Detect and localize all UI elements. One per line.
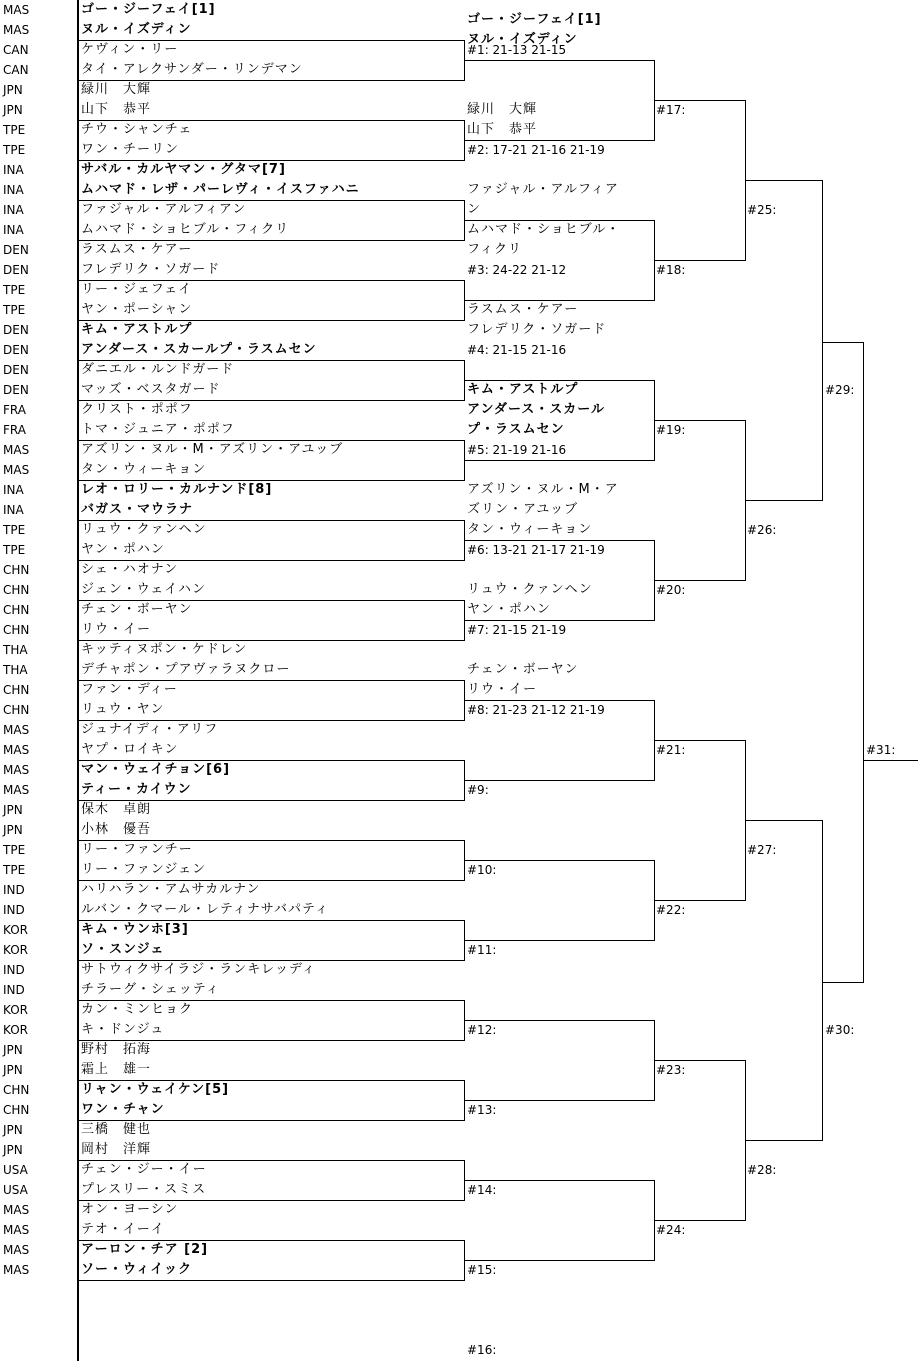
player-name: ソ・スンジェ xyxy=(81,942,165,957)
match-label: #25: xyxy=(747,203,777,217)
player-country: USA xyxy=(3,1183,28,1197)
player-name: キッティヌポン・ケドレン xyxy=(81,642,248,657)
bracket-line xyxy=(654,580,745,581)
player-name: チェン・ボーヤン xyxy=(81,602,193,617)
player-name: 保木 卓朗 xyxy=(81,802,152,817)
player-name: サバル・カルヤマン・グタマ[7] xyxy=(81,162,286,177)
advancing-player: フレデリク・ソガード xyxy=(467,322,607,337)
player-name: マッズ・ベスタガード xyxy=(81,382,221,397)
player-name: シェ・ハオナン xyxy=(81,562,179,577)
bracket-line xyxy=(863,760,918,761)
player-name: リー・ジェフェイ xyxy=(81,282,193,297)
bracket-line xyxy=(78,40,464,41)
player-name: 三橋 健也 xyxy=(81,1122,152,1137)
player-country: JPN xyxy=(3,83,23,97)
player-name: レオ・ロリー・カルナンド[8] xyxy=(81,482,273,497)
bracket-line xyxy=(464,300,654,301)
player-country: JPN xyxy=(3,803,23,817)
bracket-line xyxy=(464,1100,654,1101)
bracket-line xyxy=(78,1080,464,1081)
advancing-player: ズリン・アユッブ xyxy=(467,502,579,517)
player-country: INA xyxy=(3,203,24,217)
advancing-player: フィクリ xyxy=(467,242,522,257)
bracket-line xyxy=(464,380,654,381)
match-label: #19: xyxy=(656,423,686,437)
player-name: 岡村 洋輝 xyxy=(81,1142,152,1157)
match-label: #26: xyxy=(747,523,777,537)
bracket-line xyxy=(745,180,822,181)
player-name: ジェン・ウェイハン xyxy=(81,582,206,597)
player-country: JPN xyxy=(3,823,23,837)
bracket-line xyxy=(78,920,464,921)
player-country: DEN xyxy=(3,383,29,397)
bracket-line xyxy=(78,120,464,121)
player-country: INA xyxy=(3,183,24,197)
player-name: チラーグ・シェッティ xyxy=(81,982,220,997)
advancing-player: ゴー・ジーフェイ[1] xyxy=(467,12,602,27)
player-name: チェン・ジー・イー xyxy=(81,1162,207,1177)
bracket-line xyxy=(464,220,654,221)
player-country: JPN xyxy=(3,1143,23,1157)
player-country: DEN xyxy=(3,343,29,357)
player-country: MAS xyxy=(3,723,30,737)
player-name: ワン・チャン xyxy=(81,1102,165,1117)
player-country: TPE xyxy=(3,863,26,877)
match-label: #20: xyxy=(656,583,686,597)
bracket-line xyxy=(78,840,464,841)
player-country: THA xyxy=(3,643,28,657)
advancing-player: 山下 恭平 xyxy=(467,122,538,137)
bracket-line xyxy=(78,1200,464,1201)
player-country: CHN xyxy=(3,1103,30,1117)
player-country: MAS xyxy=(3,1203,30,1217)
match-label: #29: xyxy=(825,383,855,397)
player-country: KOR xyxy=(3,943,28,957)
player-name: デチャポン・プアヴァラヌクロー xyxy=(81,662,291,677)
bracket-line xyxy=(654,1220,745,1221)
bracket-line xyxy=(654,260,745,261)
bracket-line xyxy=(464,940,654,941)
player-name: クリスト・ポポフ xyxy=(81,402,193,417)
bracket-line xyxy=(654,420,745,421)
player-name: リー・ファンジェン xyxy=(81,862,207,877)
player-name: アーロン・チア [2] xyxy=(81,1242,209,1257)
advancing-player: リュウ・クァンヘン xyxy=(467,582,593,597)
match-label: #7: 21-15 21-19 xyxy=(467,623,567,637)
player-country: FRA xyxy=(3,423,26,437)
player-country: THA xyxy=(3,663,28,677)
player-name: ハリハラン・アムサカルナン xyxy=(81,882,261,897)
bracket-line xyxy=(78,1000,464,1001)
player-name: ヤン・ポーシャン xyxy=(81,302,193,317)
match-label: #4: 21-15 21-16 xyxy=(467,343,567,357)
bracket-line xyxy=(78,1120,464,1121)
player-country: KOR xyxy=(3,923,28,937)
player-name: テオ・イーイ xyxy=(81,1222,165,1237)
player-country: DEN xyxy=(3,323,29,337)
advancing-player: ファジャル・アルフィア xyxy=(467,182,619,197)
player-name: キム・アストルプ xyxy=(81,322,193,337)
match-label: #13: xyxy=(467,1103,497,1117)
player-country: INA xyxy=(3,483,24,497)
bracket-line xyxy=(78,560,464,561)
bracket-line xyxy=(78,280,464,281)
player-name: ファジャル・アルフィアン xyxy=(81,202,247,217)
player-country: TPE xyxy=(3,303,26,317)
player-name: ケヴィン・リー xyxy=(81,42,179,57)
player-name: リャン・ウェイケン[5] xyxy=(81,1082,230,1097)
match-label: #11: xyxy=(467,943,497,957)
bracket-line xyxy=(78,440,464,441)
bracket-line xyxy=(464,140,654,141)
player-country: INA xyxy=(3,163,24,177)
bracket-line xyxy=(464,60,654,61)
match-label: #31: xyxy=(866,743,896,757)
player-name: アズリン・ヌル・M・アズリン・アユッブ xyxy=(81,442,344,457)
bracket-line xyxy=(78,800,464,801)
advancing-player: アズリン・ヌル・M・ア xyxy=(467,482,619,497)
bracket-line xyxy=(822,342,863,343)
player-country: KOR xyxy=(3,1003,28,1017)
player-country: DEN xyxy=(3,263,29,277)
player-country: INA xyxy=(3,503,24,517)
bracket-line xyxy=(78,720,464,721)
advancing-player: 緑川 大輝 xyxy=(467,102,538,117)
player-country: MAS xyxy=(3,463,30,477)
match-label: #1: 21-13 21-15 xyxy=(467,43,567,57)
player-name: 山下 恭平 xyxy=(81,102,152,117)
player-name: ファン・ディー xyxy=(81,682,178,697)
bracket-line xyxy=(78,1240,464,1241)
bracket-line xyxy=(78,240,464,241)
bracket-line xyxy=(464,860,654,861)
player-country: CHN xyxy=(3,1083,30,1097)
advancing-player: ムハマド・ショヒブル・ xyxy=(467,222,621,237)
bracket-line xyxy=(822,820,823,1141)
bracket-line xyxy=(745,820,822,821)
player-name: 緑川 大輝 xyxy=(81,82,152,97)
player-country: USA xyxy=(3,1163,28,1177)
bracket-line xyxy=(464,700,654,701)
player-country: CHN xyxy=(3,623,30,637)
bracket-line xyxy=(78,160,464,161)
bracket-line xyxy=(464,1020,654,1021)
player-name: アンダース・スカールプ・ラスムセン xyxy=(81,342,317,357)
match-label: #16: xyxy=(467,1343,497,1357)
player-name: リウ・イー xyxy=(81,622,152,637)
player-name: リュウ・クァンヘン xyxy=(81,522,207,537)
player-name: サトウィクサイラジ・ランキレッディ xyxy=(81,962,317,977)
player-country: INA xyxy=(3,223,24,237)
player-country: CHN xyxy=(3,603,30,617)
player-country: MAS xyxy=(3,763,30,777)
match-label: #22: xyxy=(656,903,686,917)
bracket-line xyxy=(464,1260,654,1261)
match-label: #9: xyxy=(467,783,489,797)
player-name: マン・ウェイチョン[6] xyxy=(81,762,231,777)
bracket-line xyxy=(863,342,864,983)
player-country: CHN xyxy=(3,683,30,697)
advancing-player: アンダース・スカール xyxy=(467,402,606,417)
player-name: ラスムス・ケアー xyxy=(81,242,193,257)
player-country: JPN xyxy=(3,1123,23,1137)
player-country: CHN xyxy=(3,583,30,597)
bracket-line xyxy=(78,960,464,961)
bracket-line xyxy=(78,480,464,481)
advancing-player: プ・ラスムセン xyxy=(467,422,565,437)
player-name: キ・ドンジュ xyxy=(81,1022,165,1037)
player-name: 野村 拓海 xyxy=(81,1042,152,1057)
player-name: ティー・カイウン xyxy=(81,782,192,797)
match-label: #30: xyxy=(825,1023,855,1037)
player-country: JPN xyxy=(3,1043,23,1057)
advancing-player: ラスムス・ケアー xyxy=(467,302,579,317)
player-name: タイ・アレクサンダー・リンデマン xyxy=(81,62,303,77)
player-country: FRA xyxy=(3,403,26,417)
bracket-line xyxy=(745,500,822,501)
bracket-line xyxy=(78,1280,464,1281)
match-label: #24: xyxy=(656,1223,686,1237)
player-country: DEN xyxy=(3,243,29,257)
player-country: CHN xyxy=(3,703,30,717)
player-name: 霜上 雄一 xyxy=(81,1062,152,1077)
bracket-line xyxy=(654,100,745,101)
player-name: プレスリー・スミス xyxy=(81,1182,207,1197)
player-name: 小林 優吾 xyxy=(81,822,152,837)
bracket-line xyxy=(78,680,464,681)
player-country: MAS xyxy=(3,783,30,797)
player-country: DEN xyxy=(3,363,29,377)
advancing-player: ヤン・ポハン xyxy=(467,602,551,617)
match-label: #15: xyxy=(467,1263,497,1277)
bracket-line xyxy=(78,600,464,601)
player-country: TPE xyxy=(3,523,26,537)
match-label: #23: xyxy=(656,1063,686,1077)
player-name: タン・ウィーキョン xyxy=(81,462,207,477)
match-label: #10: xyxy=(467,863,497,877)
player-name: オン・ヨーシン xyxy=(81,1202,179,1217)
player-country: JPN xyxy=(3,103,23,117)
advancing-player: ン xyxy=(467,202,482,217)
bracket-line xyxy=(654,900,745,901)
player-country: CAN xyxy=(3,43,29,57)
bracket-line xyxy=(78,200,464,201)
match-label: #2: 17-21 21-16 21-19 xyxy=(467,143,605,157)
bracket-line xyxy=(654,1060,745,1061)
player-country: MAS xyxy=(3,3,30,17)
bracket-line xyxy=(822,180,823,501)
player-country: IND xyxy=(3,963,25,977)
player-name: リー・ファンチー xyxy=(81,842,193,857)
player-country: MAS xyxy=(3,443,30,457)
player-name: リュウ・ヤン xyxy=(81,702,165,717)
bracket-line xyxy=(464,540,654,541)
advancing-player: キム・アストルプ xyxy=(467,382,579,397)
player-name: ソー・ウィイック xyxy=(81,1262,192,1277)
match-label: #18: xyxy=(656,263,686,277)
player-name: バガス・マウラナ xyxy=(81,502,194,517)
advancing-player: チェン・ボーヤン xyxy=(467,662,579,677)
player-country: TPE xyxy=(3,543,26,557)
player-country: TPE xyxy=(3,123,26,137)
player-country: CHN xyxy=(3,563,30,577)
bracket-line xyxy=(464,1180,654,1181)
player-name: トマ・ジュニア・ポポフ xyxy=(81,422,235,437)
match-label: #28: xyxy=(747,1163,777,1177)
player-country: MAS xyxy=(3,1263,30,1277)
match-label: #5: 21-19 21-16 xyxy=(467,443,567,457)
bracket-line xyxy=(78,360,464,361)
player-country: CAN xyxy=(3,63,29,77)
advancing-player: リウ・イー xyxy=(467,682,538,697)
match-label: #14: xyxy=(467,1183,497,1197)
match-label: #6: 13-21 21-17 21-19 xyxy=(467,543,605,557)
player-name: チウ・シャンチェ xyxy=(81,122,193,137)
player-name: ダニエル・ルンドガード xyxy=(81,362,235,377)
player-country: JPN xyxy=(3,1063,23,1077)
player-country: IND xyxy=(3,983,25,997)
player-country: MAS xyxy=(3,1243,30,1257)
bracket-line xyxy=(78,880,464,881)
match-label: #3: 24-22 21-12 xyxy=(467,263,567,277)
match-label: #27: xyxy=(747,843,777,857)
player-name: ワン・チーリン xyxy=(81,142,180,157)
bracket-line xyxy=(822,982,863,983)
player-country: MAS xyxy=(3,23,30,37)
bracket-line xyxy=(78,1040,464,1041)
player-name: ルバン・クマール・レティナサバパティ xyxy=(81,902,329,917)
player-name: フレデリク・ソガード xyxy=(81,262,221,277)
bracket-line xyxy=(464,620,654,621)
player-name: キム・ウンホ[3] xyxy=(81,922,189,937)
player-country: TPE xyxy=(3,143,26,157)
player-name: ムハマド・ショヒブル・フィクリ xyxy=(81,222,290,237)
match-label: #17: xyxy=(656,103,686,117)
bracket-line xyxy=(78,640,464,641)
bracket-line xyxy=(78,1160,464,1161)
bracket-line xyxy=(78,520,464,521)
player-name: ヤン・ポハン xyxy=(81,542,165,557)
bracket-line xyxy=(464,780,654,781)
player-name: ジュナイディ・アリフ xyxy=(81,722,219,737)
match-label: #12: xyxy=(467,1023,497,1037)
advancing-player: ヌル・イズディン xyxy=(467,32,578,47)
bracket-line xyxy=(78,80,464,81)
player-name: カン・ミンヒョク xyxy=(81,1002,194,1017)
player-country: TPE xyxy=(3,283,26,297)
player-name: ゴー・ジーフェイ[1] xyxy=(81,2,216,17)
bracket-line xyxy=(745,1140,822,1141)
player-country: MAS xyxy=(3,1223,30,1237)
bracket-line xyxy=(654,740,745,741)
player-country: TPE xyxy=(3,843,26,857)
player-country: IND xyxy=(3,903,25,917)
bracket-line xyxy=(464,460,654,461)
player-country: KOR xyxy=(3,1023,28,1037)
bracket-line xyxy=(78,400,464,401)
player-name: ムハマド・レザ・パーレヴィ・イスファハニ xyxy=(81,182,360,197)
player-name: ヌル・イズディン xyxy=(81,22,192,37)
match-label: #21: xyxy=(656,743,686,757)
bracket-line xyxy=(78,760,464,761)
advancing-player: タン・ウィーキョン xyxy=(467,522,593,537)
player-name: ヤプ・ロイキン xyxy=(81,742,179,757)
player-country: IND xyxy=(3,883,25,897)
player-country: MAS xyxy=(3,743,30,757)
bracket-line xyxy=(78,320,464,321)
match-label: #8: 21-23 21-12 21-19 xyxy=(467,703,605,717)
